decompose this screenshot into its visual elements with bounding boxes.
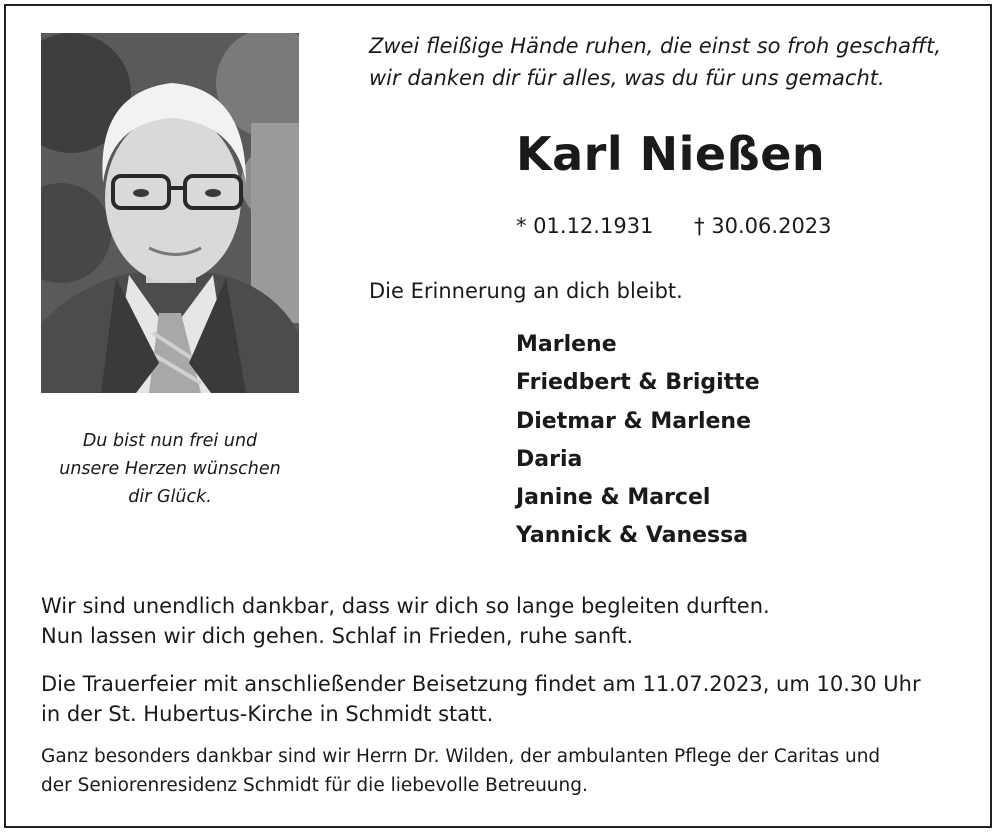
poem-line: wir danken dir für alles, was du für uns gemacht. [369,66,885,90]
mourner-name: Daria [516,446,583,472]
funeral-paragraph [41,669,971,729]
caption-line: Du bist nun frei und [82,431,258,451]
death-date: † 30.06.2023 [694,214,832,238]
mourner-name: Friedbert & Brigitte [516,370,760,396]
life-dates [516,210,832,242]
caption-line: unsere Herzen wünschen [59,459,281,479]
paragraph-line: Die Trauerfeier mit anschließender Beisetzung findet am 11.07.2023, um 10.30 Uhr [41,672,921,696]
paragraph-line: Nun lassen wir dich gehen. Schlaf in Frieden, ruhe sanft. [41,624,634,648]
paragraph-line: in der St. Hubertus-Kirche in Schmidt statt. [41,702,494,726]
gratitude-paragraph [41,742,971,800]
birth-date: * 01.12.1931 [516,214,654,238]
paragraph-line: Ganz besonders dankbar sind wir Herrn Dr. Wilden, der ambulanten Pflege der Caritas und [41,746,881,767]
mourner-name: Dietmar & Marlene [516,408,751,434]
caption-line: dir Glück. [128,487,212,507]
paragraph-line: Wir sind unendlich dankbar, dass wir dich so lange begleiten durften. [41,594,770,618]
mourner-name: Yannick & Vanessa [516,523,749,549]
mourners-list [516,326,760,556]
memorial-motto: Die Erinnerung an dich bleibt. [369,279,683,303]
poem-line: Zwei fleißige Hände ruhen, die einst so froh geschafft, [369,34,942,58]
deceased-name: Karl Nießen [516,127,826,181]
photo-caption [41,427,299,511]
poem [369,30,979,94]
paragraph-line: der Seniorenresidenz Schmidt für die liebevolle Betreuung. [41,775,588,796]
thanks-paragraph [41,591,971,651]
mourner-name: Marlene [516,332,617,357]
portrait-photo [41,33,299,393]
portrait-illustration [41,33,299,393]
mourner-name: Janine & Marcel [516,485,711,511]
